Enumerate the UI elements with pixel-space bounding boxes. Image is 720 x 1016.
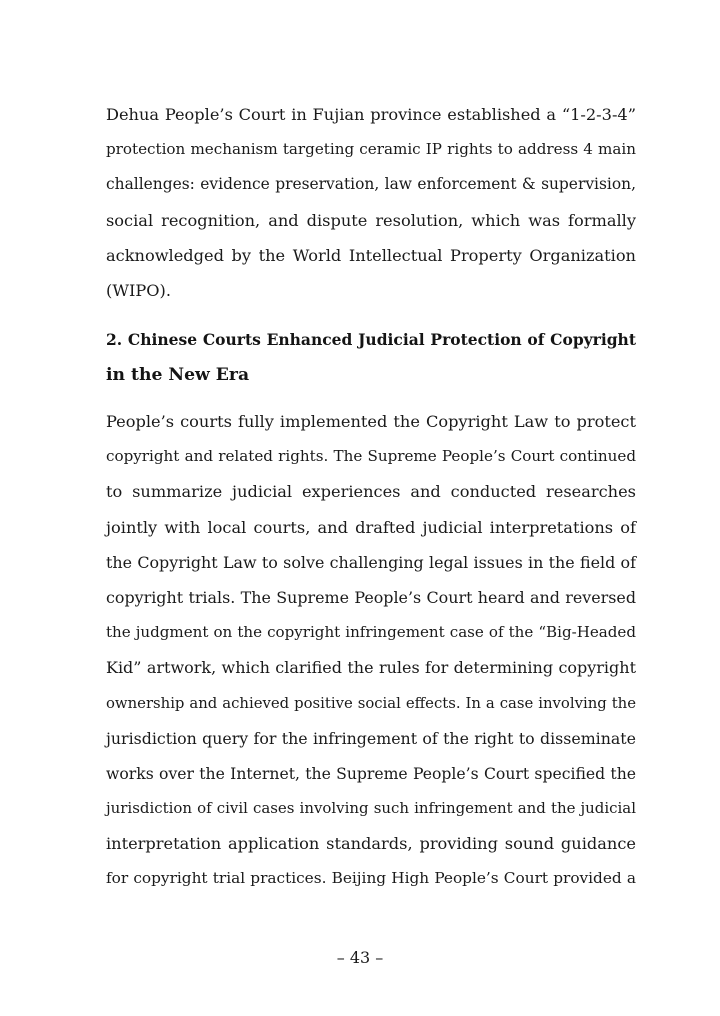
text-line: protection mechanism targeting ceramic IP rights to address 4 main (106, 140, 636, 159)
text-line: for copyright trial practices. Beijing High People’s Court provided a (106, 869, 636, 888)
paragraph-copyright-protection (106, 404, 636, 897)
text-line: copyright and related rights. The Supreme People’s Court continued (106, 447, 636, 466)
text-line: jointly with local courts, and drafted judicial interpretations of (106, 517, 636, 537)
text-line: People’s courts fully implemented the Copyright Law to protect (106, 412, 636, 431)
heading-line: in the New Era (106, 364, 250, 385)
text-line: the judgment on the copyright infringement case of the “Big-Headed (106, 623, 636, 642)
text-line: copyright trials. The Supreme People’s Court heard and reversed (106, 587, 636, 607)
text-line: acknowledged by the World Intellectual Property Organization (106, 245, 636, 265)
paragraph-dehua-court (106, 97, 636, 308)
text-line: social recognition, and dispute resolution, which was formally (106, 210, 636, 230)
text-line: works over the Internet, the Supreme People’s Court specified the (106, 763, 636, 783)
text-line: Kid” artwork, which clarified the rules for determining copyright (106, 658, 636, 678)
text-line: the Copyright Law to solve challenging legal issues in the field of (106, 552, 636, 572)
text-line: Dehua People’s Court in Fujian province established a “1-2-3-4” (106, 105, 636, 124)
text-line: (WIPO). (106, 280, 171, 300)
page-number: – 43 – (336, 948, 384, 967)
text-line: jurisdiction query for the infringement of the right to disseminate (106, 728, 636, 748)
section-heading (106, 322, 636, 393)
text-line: challenges: evidence preservation, law enforcement & supervision, (106, 175, 636, 194)
text-line: interpretation application standards, providing sound guidance (106, 834, 636, 854)
text-line: jurisdiction of civil cases involving such infringement and the judicial (106, 799, 636, 818)
text-line: to summarize judicial experiences and conducted researches (106, 482, 636, 502)
text-line: ownership and achieved positive social effects. In a case involving the (106, 694, 636, 712)
heading-line: 2. Chinese Courts Enhanced Judicial Protection of Copyright (106, 330, 636, 349)
